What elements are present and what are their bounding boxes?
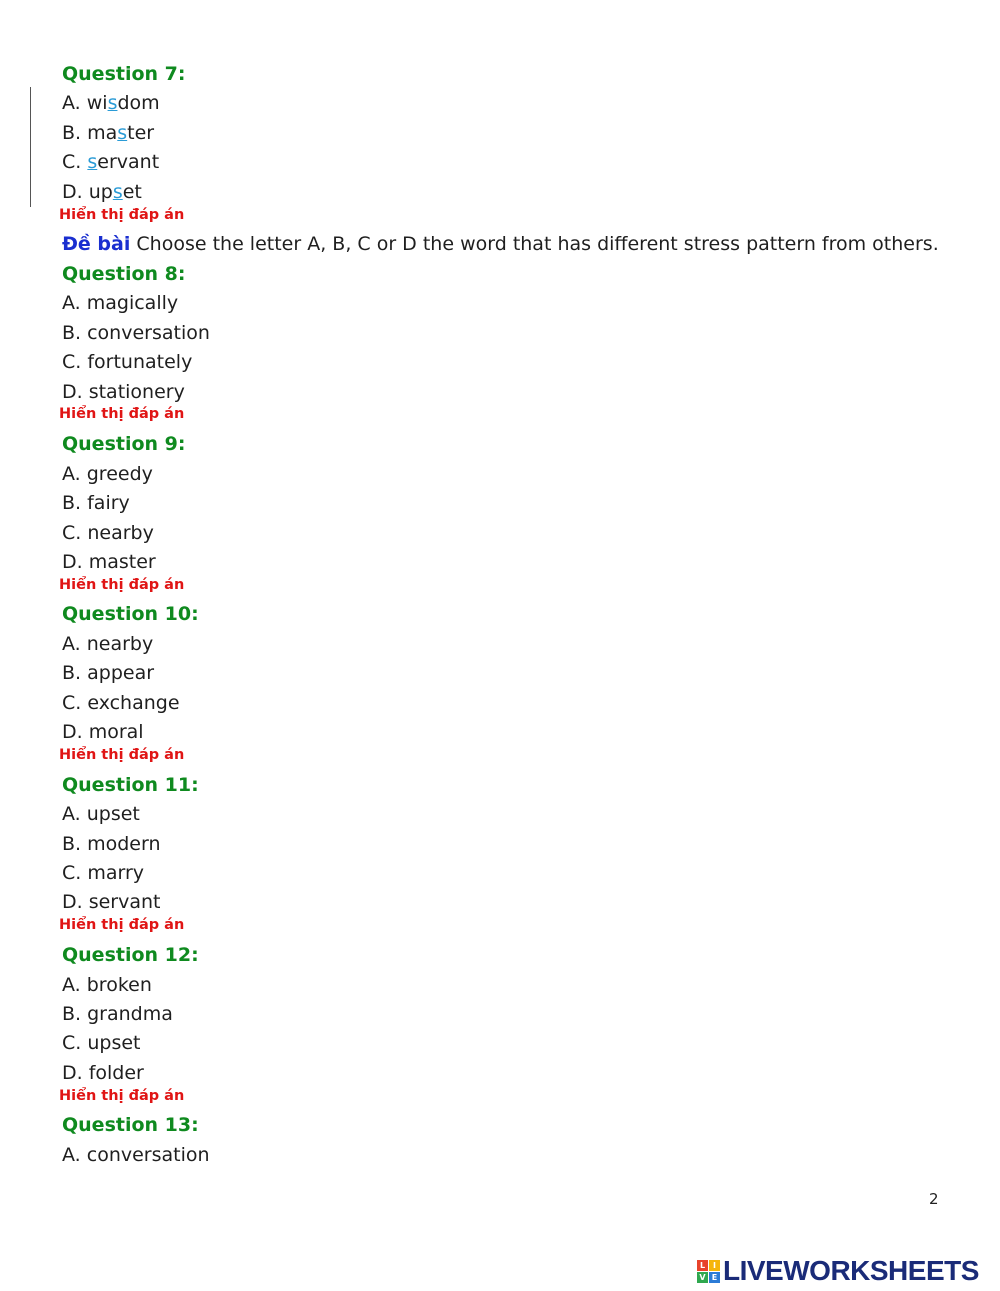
margin-rule <box>30 87 31 207</box>
question-9-title: Question 9: <box>62 433 186 455</box>
show-answer-link-q9[interactable]: Hiển thị đáp án <box>59 577 185 593</box>
instruction-text: Choose the letter A, B, C or D the word that has different stress pattern from others. <box>130 233 939 255</box>
question-12-option-d[interactable]: D. folder <box>62 1062 144 1084</box>
question-12-option-b[interactable]: B. grandma <box>62 1003 173 1025</box>
question-9-option-b[interactable]: B. fairy <box>62 492 130 514</box>
question-9-option-a[interactable]: A. greedy <box>62 463 153 485</box>
show-answer-link-q12[interactable]: Hiển thị đáp án <box>59 1088 185 1104</box>
question-12-option-c[interactable]: C. upset <box>62 1032 141 1054</box>
underlined-letter: s <box>107 92 118 114</box>
page-number: 2 <box>929 1190 939 1208</box>
question-9-option-d[interactable]: D. master <box>62 551 156 573</box>
underlined-letter: s <box>117 122 128 144</box>
question-13-title: Question 13: <box>62 1114 199 1136</box>
question-8-title: Question 8: <box>62 263 186 285</box>
question-7-option-a[interactable]: A. wisdom <box>62 92 160 114</box>
question-7-option-d[interactable]: D. upset <box>62 181 142 203</box>
show-answer-link-q10[interactable]: Hiển thị đáp án <box>59 747 185 763</box>
question-11-option-d[interactable]: D. servant <box>62 891 161 913</box>
question-10-option-a[interactable]: A. nearby <box>62 633 154 655</box>
logo-blocks-icon: L I V E <box>697 1260 720 1283</box>
show-answer-link-q11[interactable]: Hiển thị đáp án <box>59 917 185 933</box>
question-10-option-c[interactable]: C. exchange <box>62 692 180 714</box>
question-10-title: Question 10: <box>62 603 199 625</box>
question-11-option-b[interactable]: B. modern <box>62 833 161 855</box>
question-10-option-d[interactable]: D. moral <box>62 721 144 743</box>
underlined-letter: s <box>112 181 123 203</box>
underlined-letter: s <box>87 151 98 173</box>
question-12-title: Question 12: <box>62 944 199 966</box>
question-13-option-a[interactable]: A. conversation <box>62 1144 210 1166</box>
question-7-title: Question 7: <box>62 63 186 85</box>
liveworksheets-logo <box>697 1256 979 1286</box>
question-8-option-a[interactable]: A. magically <box>62 292 179 314</box>
question-11-option-c[interactable]: C. marry <box>62 862 145 884</box>
question-7-option-b[interactable]: B. master <box>62 122 155 144</box>
question-7-option-c[interactable]: C. servant <box>62 151 160 173</box>
show-answer-link-q8[interactable]: Hiển thị đáp án <box>59 406 185 422</box>
question-9-option-c[interactable]: C. nearby <box>62 522 154 544</box>
question-10-option-b[interactable]: B. appear <box>62 662 155 684</box>
show-answer-link-q7[interactable]: Hiển thị đáp án <box>59 207 185 223</box>
question-11-title: Question 11: <box>62 774 199 796</box>
question-8-option-c[interactable]: C. fortunately <box>62 351 193 373</box>
question-8-option-b[interactable]: B. conversation <box>62 322 210 344</box>
question-8-option-d[interactable]: D. stationery <box>62 381 185 403</box>
instruction-label: Đề bài <box>62 233 131 255</box>
question-12-option-a[interactable]: A. broken <box>62 974 152 996</box>
instruction <box>62 233 939 255</box>
logo-text: LIVEWORKSHEETS <box>723 1255 979 1286</box>
question-11-option-a[interactable]: A. upset <box>62 803 140 825</box>
